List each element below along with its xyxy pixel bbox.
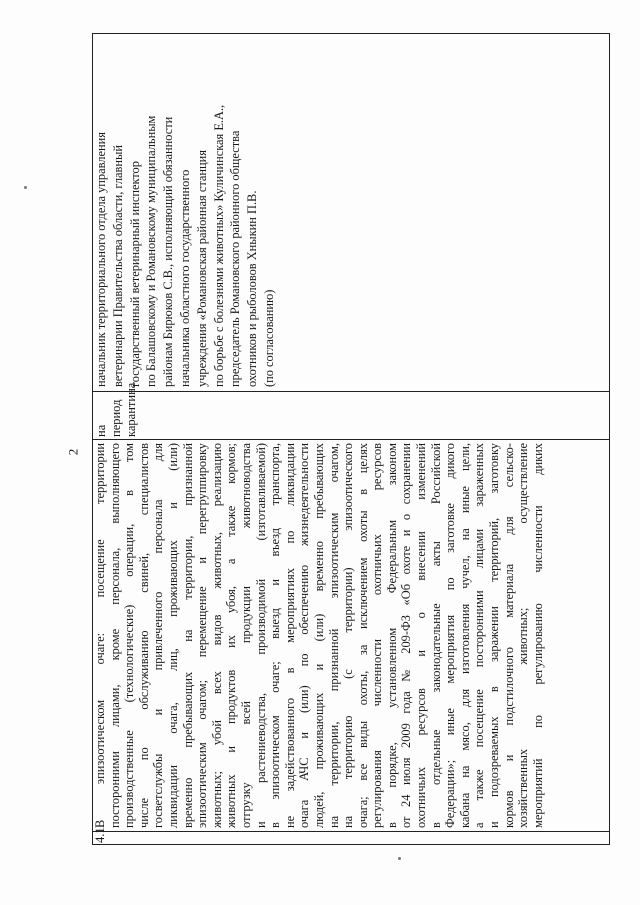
responsible-cell xyxy=(92,33,610,391)
description-line: а также посещение посторонними лицами зараженных xyxy=(472,443,487,828)
description-line: Федерации»; иные мероприятия по заготовке дикого xyxy=(443,443,458,828)
term-text xyxy=(94,382,139,437)
description-line: охотничьих ресурсов и о внесении изменений xyxy=(414,443,429,828)
description-line: эпизоотическим очагом; перемещение и перегруппировку xyxy=(195,443,210,828)
description-line: ликвидации очага, лиц, проживающих и (или) xyxy=(165,443,180,828)
description-line: В эпизоотическом очаге: посещение территории xyxy=(93,443,107,828)
responsible-line: по Балашовскому и Романовскому муниципальным xyxy=(144,115,159,387)
description-line: кабана на мясо, для изготовления чучел, на иные цели, xyxy=(457,443,472,828)
rotated-table-frame xyxy=(92,33,610,845)
responsible-line: по борьбе с болезнями животных» Куличинская Е.А., xyxy=(211,104,226,387)
description-line: мероприятий по регулированию численности диких xyxy=(530,443,545,828)
description-line: в отдельные законодательные акты Российской xyxy=(428,443,443,828)
description-line: и растениеводства, производимой (изготавливаемой) xyxy=(253,443,268,828)
description-line: животных; убой всех видов животных, реализацию xyxy=(209,443,224,828)
description-line: временно пребывающих на территории, признанной xyxy=(180,443,195,828)
responsible-line: председатель Романовского районного общества xyxy=(228,130,243,387)
description-line: хозяйственных животных; осуществление xyxy=(516,443,531,828)
description-line: посторонними лицами, кроме персонала, выполняющего xyxy=(107,443,122,828)
term-cell xyxy=(92,382,610,439)
description-line: людей, проживающих и (или) временно пребывающих xyxy=(311,443,326,828)
description-line: очага; все виды охоты, за исключением охоты в целях xyxy=(355,443,370,828)
responsible-line: государственный ветеринарный инспектор xyxy=(127,161,142,387)
description-line: на территории, признанной эпизоотическим очагом, xyxy=(326,443,341,828)
description-line: госветслужбы и привлеченного персонала для xyxy=(151,443,166,828)
responsible-line: ветеринарии Правительства области, главный xyxy=(110,145,125,387)
description-line: очага АЧС и (или) по обеспечению жизнедеятельности xyxy=(297,443,312,828)
description-line: не задействованного в мероприятиях по ликвидации xyxy=(282,443,297,828)
responsible-persons xyxy=(93,34,278,391)
table-row xyxy=(92,33,610,845)
responsible-line: начальник территориального отдела управления xyxy=(94,132,108,387)
description-line: регулирования численности охотничьих ресурсов xyxy=(370,443,385,828)
page-number: 2 xyxy=(65,448,81,456)
description-line: в порядке, установленном Федеральным законом xyxy=(384,443,399,828)
term-line: карантина xyxy=(124,382,138,437)
responsible-line: охотников и рыболовов Хныкин П.В. xyxy=(245,190,260,387)
description-line: производственные (технологические) операции, в том xyxy=(122,443,137,828)
description-line: от 24 июля 2009 года № 209-ФЗ «Об охоте и о сохранении xyxy=(399,443,414,828)
measure-description-cell xyxy=(92,439,610,831)
responsible-line: (по согласованию) xyxy=(261,289,276,387)
description-line: числе по обслуживанию свиней, специалистов xyxy=(136,443,151,828)
description-line: в эпизоотическом очаге; выезд и въезд транспорта, xyxy=(268,443,283,828)
description-line: животных и продуктов их убоя, а также кормов; xyxy=(224,443,239,828)
description-line: и подозреваемых в заражении территорий, заготовку xyxy=(487,443,502,828)
row-number: 4.1. xyxy=(93,824,107,843)
term-line: на период xyxy=(94,399,123,437)
description-line: кормов и подстилочного материала для сельско- xyxy=(501,443,516,828)
description-line: на территорию (с территории) эпизоотического xyxy=(341,443,356,828)
row-number-cell xyxy=(92,824,610,845)
description-line: отгрузку всей продукции животноводства xyxy=(238,443,253,828)
responsible-line: районам Бирюков С.В., исполняющий обязанности xyxy=(161,116,176,387)
scan-speck xyxy=(398,857,401,860)
responsible-line: начальника областного государственного xyxy=(177,169,192,387)
measures-table xyxy=(92,33,610,845)
measure-description xyxy=(93,440,545,831)
responsible-line: учреждения «Романовская районная станция xyxy=(194,149,209,387)
scan-speck xyxy=(24,186,27,189)
